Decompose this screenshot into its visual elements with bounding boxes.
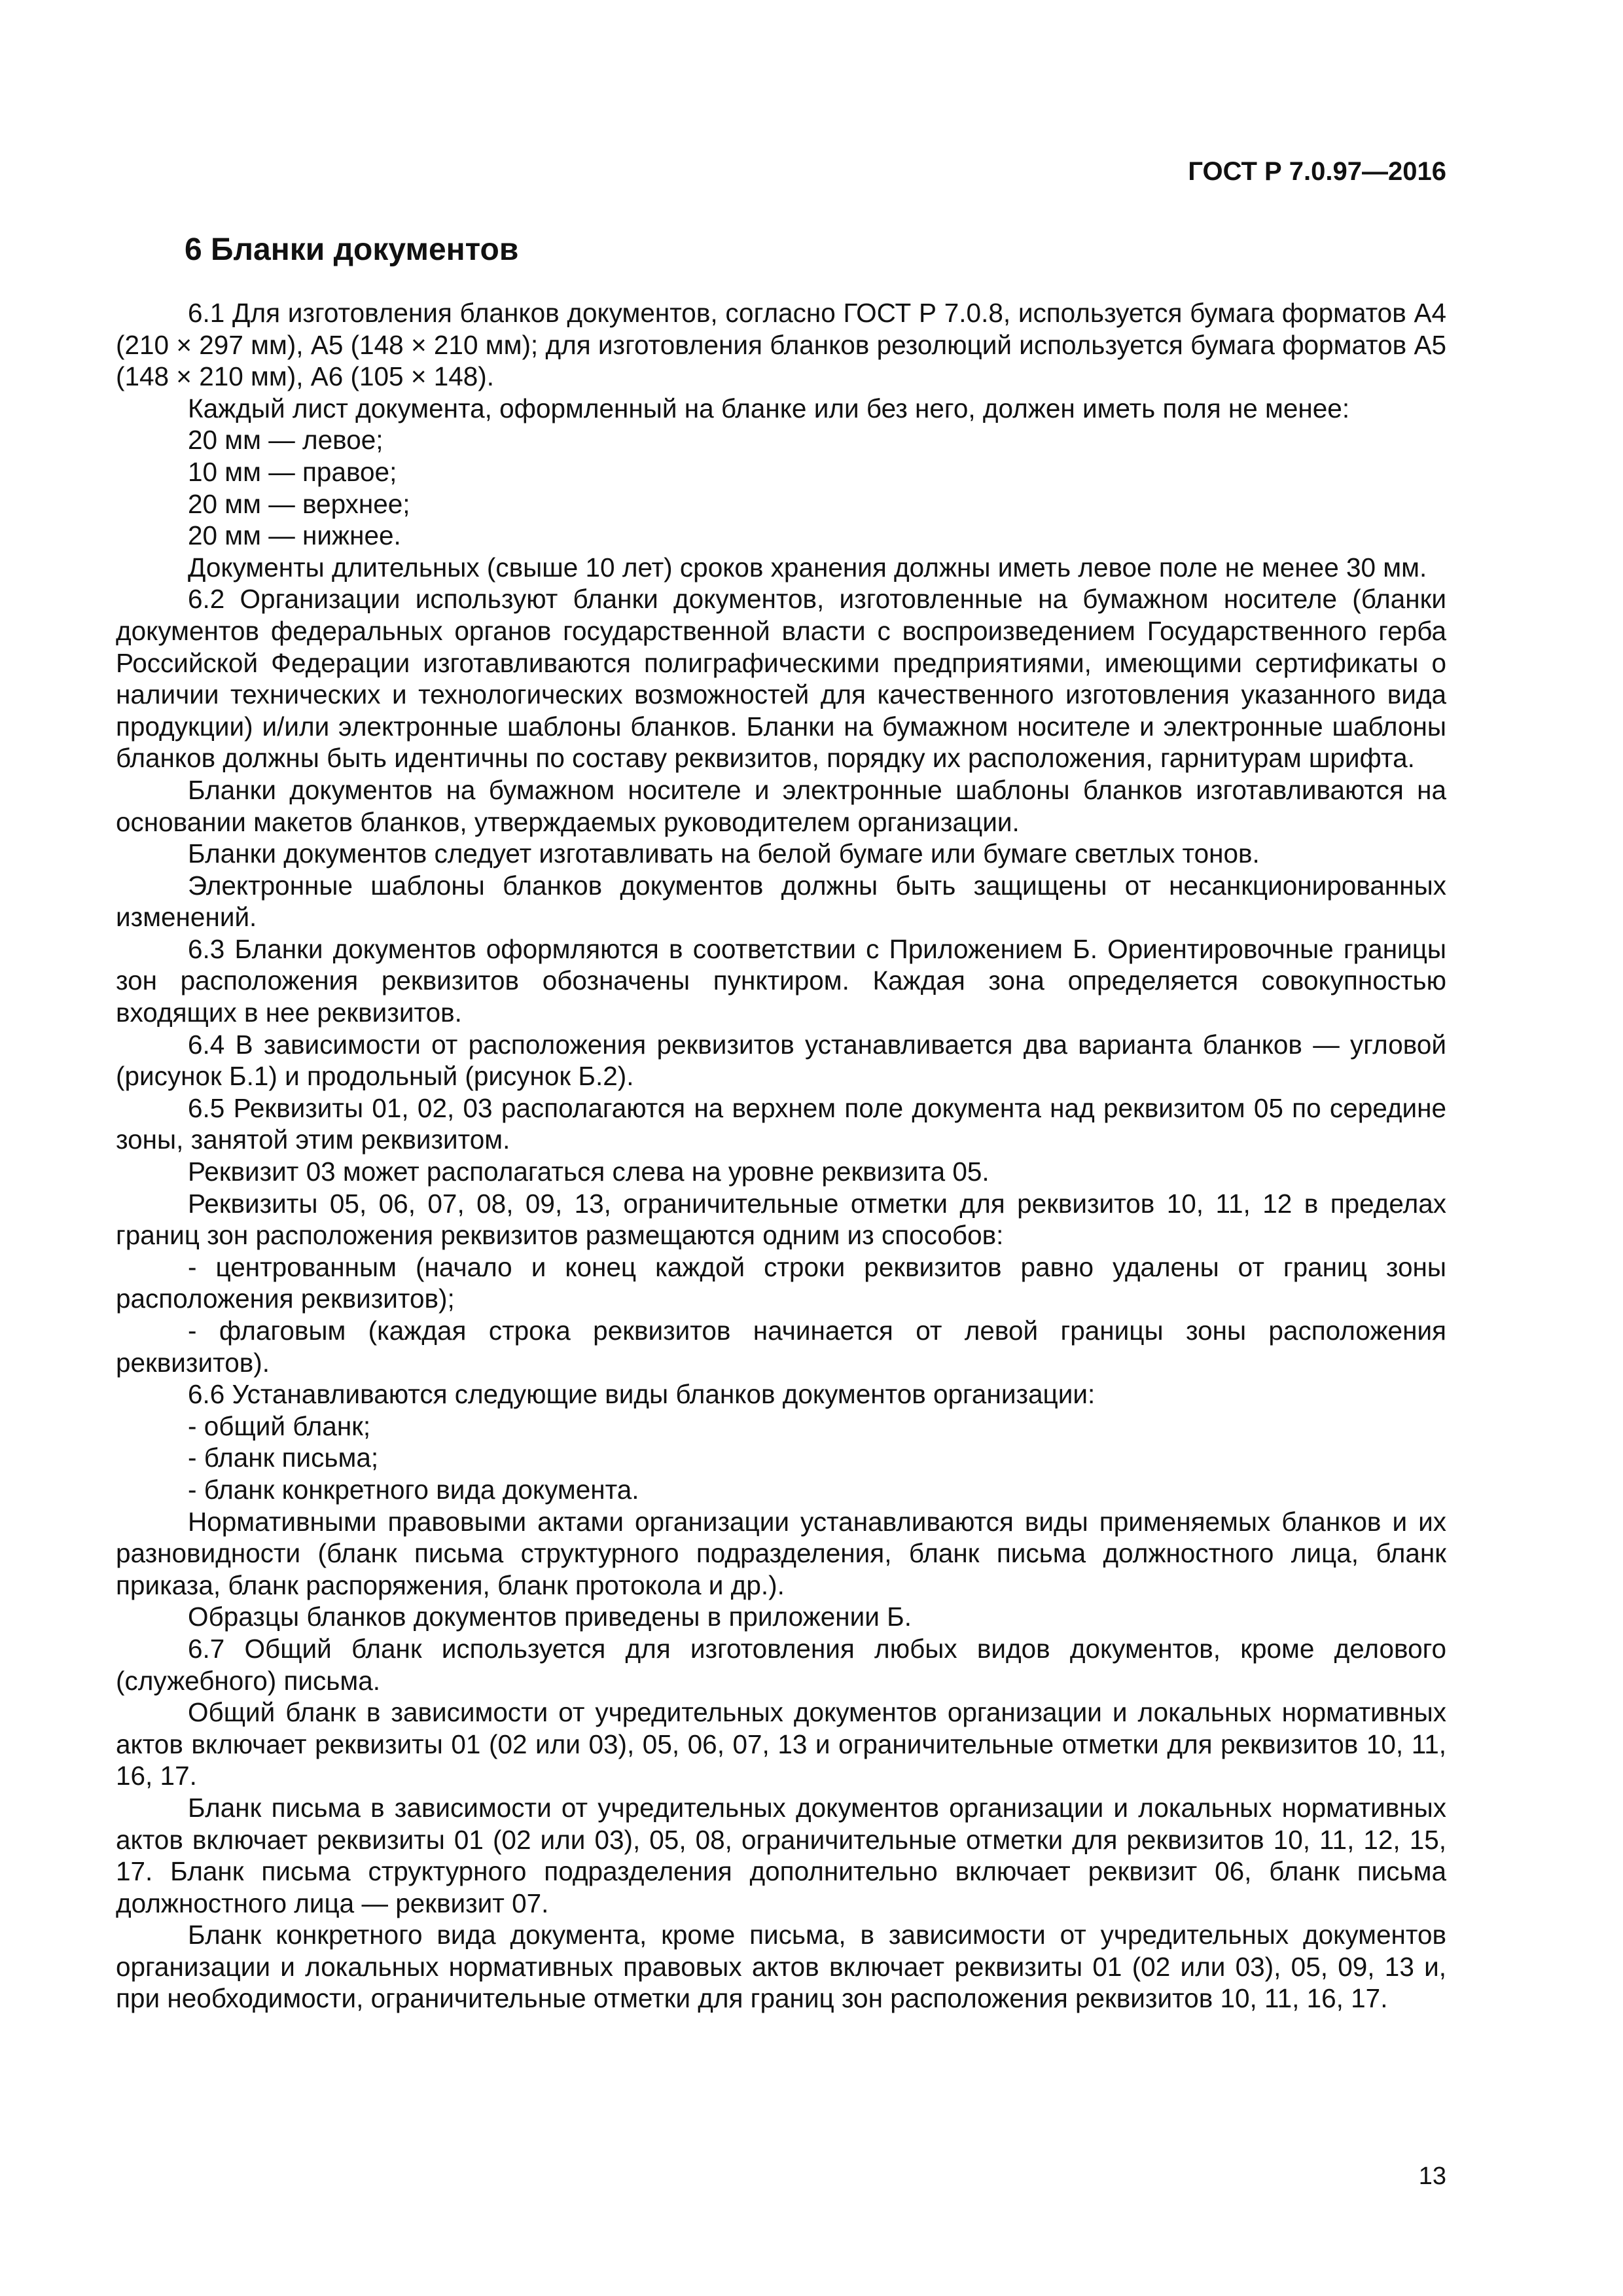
standard-id-header: ГОСТ Р 7.0.97—2016 bbox=[1188, 157, 1446, 186]
paragraph: Документы длительных (свыше 10 лет) сроков хранения должны иметь левое поле не менее 30 мм. bbox=[188, 552, 1427, 583]
paragraph: Бланк конкретного вида документа, кроме письма, в зависимости от учредительных документов организации и локальных нормативных правовых актов включает реквизиты 01 (02 или 03), 05, 09, 13 и, при необходимости, ограничительные отметки для границ зон расположения реквизитов 10, 11, 16, 17. bbox=[116, 1920, 1446, 2014]
paragraph: Общий бланк в зависимости от учредительных документов организации и локальных нормативных актов включает реквизиты 01 (02 или 03), 05, 06, 07, 13 и ограничительные отметки для реквизитов 10, 11, 16, 17. bbox=[116, 1697, 1446, 1791]
paragraph: 10 мм — правое; bbox=[188, 456, 397, 487]
paragraph: 6.1 Для изготовления бланков документов, согласно ГОСТ Р 7.0.8, используется бумага форматов А4 (210 × 297 мм), А5 (148 × 210 мм); для изготовления бланков резолюций используется бумага форматов А5 (148 × 210 мм), А6 (105 × 148). bbox=[116, 298, 1446, 392]
paragraph: Нормативными правовыми актами организации устанавливаются виды применяемых бланков и их разновидности (бланк письма структурного подразделения, бланк письма должностного лица, бланк приказа, бланк распоряжения, бланк протокола и др.). bbox=[116, 1506, 1446, 1600]
paragraph: Бланк письма в зависимости от учредительных документов организации и локальных нормативных актов включает реквизиты 01 (02 или 03), 05, 08, ограничительные отметки для реквизитов 10, 11, 12, 15, 17. Бланк письма структурного подразделения дополнительно включает реквизит 06, бланк письма должностного лица — реквизит 07. bbox=[116, 1792, 1446, 1918]
paragraph: 20 мм — нижнее. bbox=[188, 520, 401, 551]
paragraph: Бланки документов следует изготавливать на белой бумаге или бумаге светлых тонов. bbox=[188, 838, 1260, 869]
paragraph: - флаговым (каждая строка реквизитов начинается от левой границы зоны расположения реквизитов). bbox=[116, 1316, 1446, 1378]
paragraph: 6.2 Организации используют бланки документов, изготовленные на бумажном носителе (бланки документов федеральных органов государственной власти с воспроизведением Государственного герба Российской Федерации изготавливаются полиграфическими предприятиями, имеющими сертификаты о наличии технических и технологических возможностей для качественного изготовления указанного вида продукции) и/или электронные шаблоны бланков. Бланки на бумажном носителе и электронные шаблоны бланков должны быть идентичны по составу реквизитов, порядку их расположения, гарнитурам шрифта. bbox=[116, 584, 1446, 774]
paragraph: - бланк конкретного вида документа. bbox=[188, 1474, 639, 1505]
paragraph: Электронные шаблоны бланков документов должны быть защищены от несанкционированных изменений. bbox=[116, 870, 1446, 933]
paragraph: 6.4 В зависимости от расположения реквизитов устанавливается два варианта бланков — угловой (рисунок Б.1) и продольный (рисунок Б.2). bbox=[116, 1029, 1446, 1092]
paragraph: 6.5 Реквизиты 01, 02, 03 располагаются на верхнем поле документа над реквизитом 05 по середине зоны, занятой этим реквизитом. bbox=[116, 1092, 1446, 1155]
section-heading: 6 Бланки документов bbox=[185, 232, 519, 267]
document-body bbox=[116, 297, 1446, 2015]
paragraph: 6.3 Бланки документов оформляются в соответствии с Приложением Б. Ориентировочные границы зон расположения реквизитов обозначены пунктиром. Каждая зона определяется совокупностью входящих в нее реквизитов. bbox=[116, 933, 1446, 1028]
paragraph: Реквизиты 05, 06, 07, 08, 09, 13, ограничительные отметки для реквизитов 10, 11, 12 в пределах границ зон расположения реквизитов размещаются одним из способов: bbox=[116, 1188, 1446, 1251]
paragraph: Реквизит 03 может располагаться слева на уровне реквизита 05. bbox=[188, 1157, 990, 1187]
paragraph: 20 мм — левое; bbox=[188, 425, 383, 456]
paragraph: 6.6 Устанавливаются следующие виды бланков документов организации: bbox=[188, 1379, 1096, 1410]
paragraph: 20 мм — верхнее; bbox=[188, 488, 410, 519]
paragraph: Бланки документов на бумажном носителе и электронные шаблоны бланков изготавливаются на основании макетов бланков, утверждаемых руководителем организации. bbox=[116, 774, 1446, 837]
page-number: 13 bbox=[1418, 2162, 1446, 2190]
paragraph: 6.7 Общий бланк используется для изготовления любых видов документов, кроме делового (служебного) письма. bbox=[116, 1633, 1446, 1696]
paragraph: - центрованным (начало и конец каждой строки реквизитов равно удалены от границ зоны расположения реквизитов); bbox=[116, 1251, 1446, 1314]
paragraph: - бланк письма; bbox=[188, 1443, 379, 1473]
paragraph: Образцы бланков документов приведены в приложении Б. bbox=[188, 1602, 912, 1632]
paragraph: - общий бланк; bbox=[188, 1410, 371, 1441]
paragraph: Каждый лист документа, оформленный на бланке или без него, должен иметь поля не менее: bbox=[188, 393, 1350, 423]
